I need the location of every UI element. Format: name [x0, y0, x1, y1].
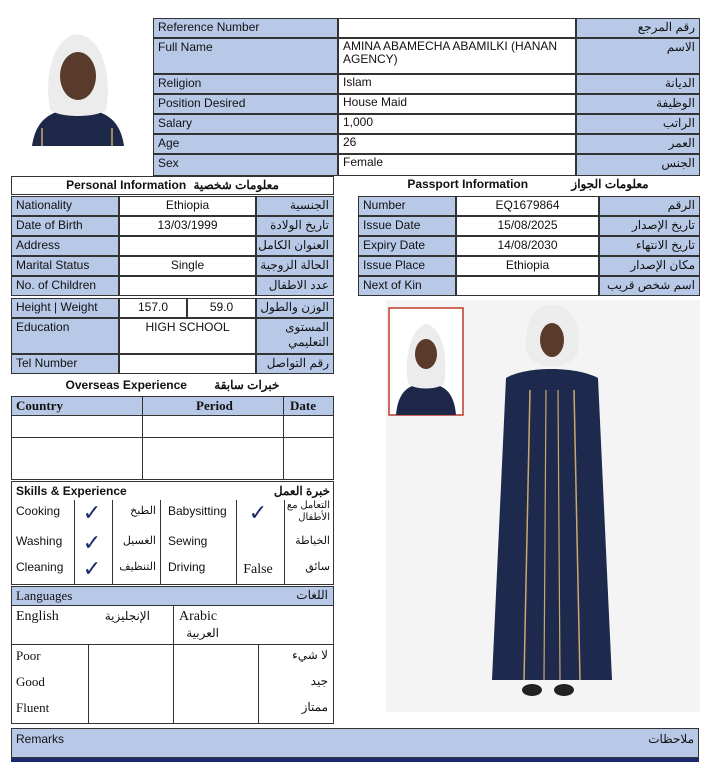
personal-weight-value: 59.0 — [187, 298, 256, 318]
overseas-header — [11, 375, 334, 395]
languages-title-ar: اللغات — [296, 588, 328, 602]
top-row-label-ar: العمر — [576, 134, 700, 154]
skills-divider-2 — [160, 500, 161, 584]
top-row-value: Islam — [338, 74, 576, 94]
skill-1-label: Washing — [16, 534, 63, 548]
top-row-label-ar: الديانة — [576, 74, 700, 94]
lang-arabic-ar: العربية — [186, 626, 219, 640]
overseas-divider-1 — [142, 396, 143, 480]
skill-0-label: Cooking — [16, 504, 61, 518]
lang-level-1-ar: جيد — [310, 674, 328, 688]
personal-marital-label: Marital Status — [11, 256, 119, 276]
personal-nationality-ar: الجنسية — [256, 196, 334, 216]
personal-tel-value — [119, 354, 256, 374]
top-row-label: Religion — [153, 74, 338, 94]
top-row-value — [338, 18, 576, 38]
passport-issue_place-ar: مكان الإصدار — [599, 256, 700, 276]
lang-divider-v1 — [173, 606, 174, 644]
overseas-col-country: Country — [16, 398, 63, 413]
top-row-value: 1,000 — [338, 114, 576, 134]
passport-title-en: Passport Information — [407, 177, 529, 191]
lang-english: English — [16, 609, 59, 624]
passport-issue_date-ar: تاريخ الإصدار — [599, 216, 700, 236]
top-row-label: Sex — [153, 154, 338, 176]
personal-nationality-value: Ethiopia — [119, 196, 256, 216]
lang-divider-3 — [258, 644, 259, 724]
babysitting-ar-line1: التعامل مع — [286, 500, 330, 511]
personal-hw-label: Height | Weight — [11, 298, 119, 318]
profile-photo — [12, 18, 143, 146]
skill-1-ar: الغسيل — [122, 535, 156, 547]
overseas-divider-2 — [283, 396, 284, 480]
personal-nationality-label: Nationality — [11, 196, 119, 216]
personal-dob-label: Date of Birth — [11, 216, 119, 236]
skill2-2-label: Driving — [168, 560, 206, 574]
personal-hw-ar: الوزن والطول — [256, 298, 334, 318]
top-row-label-ar: الوظيفة — [576, 94, 700, 114]
overseas-row-1 — [11, 416, 334, 438]
lang-level-1-label: Good — [16, 674, 45, 689]
passport-issue_date-label: Issue Date — [358, 216, 456, 236]
lang-level-2-ar: ممتاز — [301, 700, 328, 714]
personal-tel-ar: رقم التواصل — [256, 354, 334, 374]
passport-issue_place-label: Issue Place — [358, 256, 456, 276]
personal-dob-value: 13/03/1999 — [119, 216, 256, 236]
skill-0-check: ✓ — [82, 500, 102, 525]
top-row-label-ar: رقم المرجع — [576, 18, 700, 38]
skill2-1-label: Sewing — [168, 534, 208, 548]
skill-2-check: ✓ — [82, 556, 102, 581]
personal-marital-ar: الحالة الزوجية — [256, 256, 334, 276]
skill-0-ar: الطبخ — [130, 505, 156, 517]
bottom-rule — [11, 758, 699, 762]
top-row-label: Age — [153, 134, 338, 154]
passport-info-header — [358, 176, 698, 195]
personal-education-label: Education — [11, 318, 119, 354]
skills-divider-0 — [74, 500, 75, 584]
education-ar-line2: التعليمي — [288, 335, 329, 349]
personal-children-label: No. of Children — [11, 276, 119, 296]
passport-kin-value — [456, 276, 599, 296]
top-row-label: Salary — [153, 114, 338, 134]
lang-level-2-label: Fluent — [16, 700, 50, 715]
skill-2-label: Cleaning — [16, 560, 64, 574]
personal-children-value — [119, 276, 256, 296]
skill-2-ar: التنظيف — [119, 561, 156, 573]
personal-marital-value: Single — [119, 256, 256, 276]
skill2-0-ar — [286, 500, 330, 524]
education-ar-line1: المستوى — [285, 320, 329, 334]
remarks-label-ar: ملاحظات — [648, 732, 694, 746]
personal-education-ar — [256, 318, 334, 354]
personal-education-value: HIGH SCHOOL — [119, 318, 256, 354]
overseas-col-period: Period — [196, 398, 233, 413]
skill2-2-ar: سائق — [305, 561, 330, 573]
passport-expiry-ar: تاريخ الانتهاء — [599, 236, 700, 256]
skills-title-ar: خبرة العمل — [273, 484, 330, 498]
passport-expiry-value: 14/08/2030 — [456, 236, 599, 256]
passport-number-ar: الرقم — [599, 196, 700, 216]
top-row-label-ar: الجنس — [576, 154, 700, 176]
top-row-label-ar: الاسم — [576, 38, 700, 74]
passport-title-ar: معلومات الجواز — [571, 177, 649, 191]
lang-divider-2 — [173, 644, 174, 724]
top-row-value: 26 — [338, 134, 576, 154]
personal-title-en: Personal Information — [66, 178, 187, 192]
skills-divider-3 — [236, 500, 237, 584]
lang-divider-1 — [88, 644, 89, 724]
personal-dob-ar: تاريخ الولادة — [256, 216, 334, 236]
personal-height-value: 157.0 — [119, 298, 187, 318]
top-row-label: Reference Number — [153, 18, 338, 38]
skill2-2-value: False — [243, 562, 273, 577]
profile-photo-figure — [12, 18, 143, 146]
skills-divider-1 — [112, 500, 113, 584]
skill2-0-label: Babysitting — [168, 504, 227, 518]
skill2-0-value: ✓ — [248, 500, 268, 525]
top-row-value: Female — [338, 154, 576, 176]
passport-kin-label: Next of Kin — [358, 276, 456, 296]
full-body-photo — [386, 300, 700, 712]
overseas-title-en: Overseas Experience — [65, 378, 187, 392]
lang-divider-h — [11, 644, 334, 645]
skill2-1-ar: الخياطة — [295, 535, 330, 547]
personal-address-label: Address — [11, 236, 119, 256]
passport-issue_date-value: 15/08/2025 — [456, 216, 599, 236]
passport-issue_place-value: Ethiopia — [456, 256, 599, 276]
skills-title-en: Skills & Experience — [16, 484, 127, 498]
overseas-col-date: Date — [290, 398, 316, 413]
top-row-value: House Maid — [338, 94, 576, 114]
personal-address-value — [119, 236, 256, 256]
passport-kin-ar: اسم شخص قريب — [599, 276, 700, 296]
full-body-figure — [386, 300, 700, 712]
remarks-label: Remarks — [16, 732, 65, 746]
personal-children-ar: عدد الاطفال — [256, 276, 334, 296]
overseas-title-ar: خبرات سابقة — [214, 378, 280, 392]
personal-tel-label: Tel Number — [11, 354, 119, 374]
babysitting-ar-line2: الأطفال — [298, 512, 330, 523]
lang-level-0-ar: لا شيء — [292, 648, 328, 662]
languages-title-en: Languages — [16, 588, 73, 603]
overseas-row-2 — [11, 438, 334, 480]
passport-number-label: Number — [358, 196, 456, 216]
personal-address-ar: العنوان الكامل — [256, 236, 334, 256]
top-row-value: AMINA ABAMECHA ABAMILKI (HANAN AGENCY) — [338, 38, 576, 74]
skills-divider-4 — [284, 500, 285, 584]
skill-1-check: ✓ — [82, 530, 102, 555]
lang-arabic: Arabic — [179, 609, 218, 624]
lang-english-ar: الإنجليزية — [104, 609, 150, 623]
skill2-1-value — [236, 536, 280, 562]
top-row-label: Position Desired — [153, 94, 338, 114]
lang-level-0-label: Poor — [16, 648, 41, 663]
passport-number-value: EQ1679864 — [456, 196, 599, 216]
personal-info-header — [11, 176, 334, 195]
passport-expiry-label: Expiry Date — [358, 236, 456, 256]
top-row-label-ar: الراتب — [576, 114, 700, 134]
personal-title-ar: معلومات شخصية — [193, 178, 279, 192]
top-row-label: Full Name — [153, 38, 338, 74]
